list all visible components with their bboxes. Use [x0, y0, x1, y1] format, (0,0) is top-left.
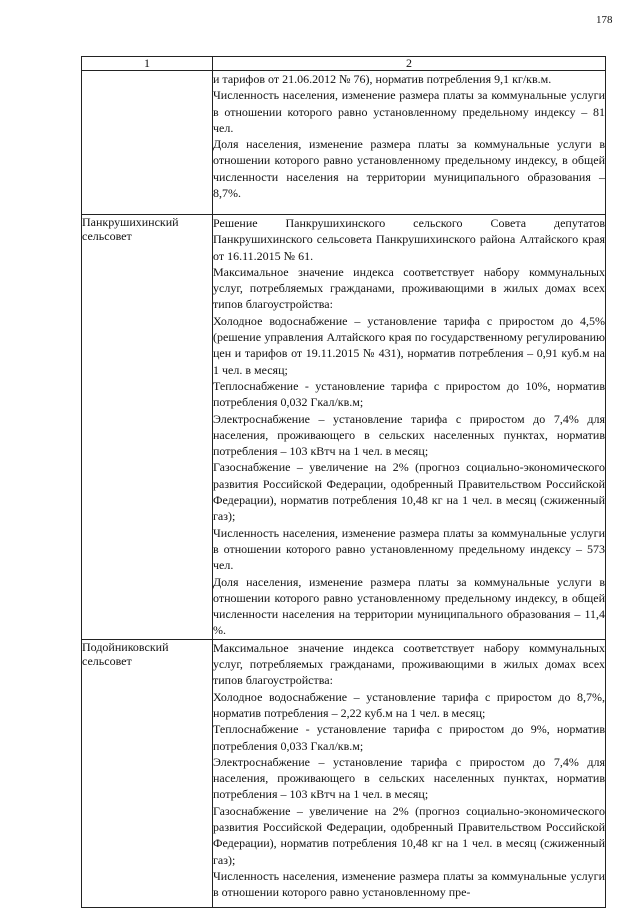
details-paragraph: Холодное водоснабжение – установление тарифа с приростом до 8,7%, норматив потребления – 2,22 куб.м на 1 чел. в месяц; [213, 689, 605, 720]
details-paragraph: Электроснабжение – установление тарифа с приростом до 7,4% для населения, проживающего в сельских населенных пунктах, норматив потребления – 103 кВтч на 1 чел. в месяц; [213, 411, 605, 459]
details-paragraph: Максимальное значение индекса соответствует набору коммунальных услуг, потребляемых гражданами, проживающими в жилых домах всех типов благоустройства: [213, 640, 605, 688]
details-paragraph: Численность населения, изменение размера платы за коммунальные услуги в отношении которого равно установленному пре- [213, 868, 605, 900]
column-header-2: 2 [213, 57, 606, 71]
municipality-name-line: сельсовет [82, 229, 132, 243]
municipality-cell [82, 215, 213, 640]
municipality-cell [82, 71, 213, 215]
municipality-name-line: Панкрушихинский [82, 215, 179, 229]
table-row [82, 215, 606, 640]
column-header-1: 1 [82, 57, 213, 71]
details-cell [213, 639, 606, 907]
details-paragraph: и тарифов от 21.06.2012 № 76), норматив потребления 9,1 кг/кв.м. [213, 72, 552, 86]
table-header-row [82, 57, 606, 71]
details-paragraph: Газоснабжение – увеличение на 2% (прогноз социально-экономического развития Российской Федерации, одобренный Правительством Российской Федерации), норматив потребления 10,48 кг на 1 чел. в месяц (сжиженный газ); [213, 803, 605, 867]
details-paragraph: Численность населения, изменение размера платы за коммунальные услуги в отношении которого равно установленному предельному индексу – 81 чел. [213, 88, 605, 135]
municipality-name-line: сельсовет [82, 653, 132, 668]
details-paragraph: Доля населения, изменение размера платы за коммунальные услуги в отношении которого равно установленному предельному индексу, в общей численности населения на территории муниципального образования – 11,4 %. [213, 574, 605, 638]
municipality-name-line: Подойниковский [82, 639, 169, 654]
details-paragraph: Теплоснабжение - установление тарифа с приростом до 10%, норматив потребления 0,032 Гкал/кв.м; [213, 378, 605, 410]
details-paragraph: Теплоснабжение - установление тарифа с приростом до 9%, норматив потребления 0,033 Гкал/кв.м; [213, 722, 605, 753]
document-table [81, 56, 606, 908]
table-row [82, 639, 606, 907]
details-paragraph: Решение Панкрушихинского сельского Совета депутатов Панкрушихинского сельсовета Панкрушихинского района Алтайского края от 16.11.2015 № 61. [213, 216, 605, 263]
details-paragraph: Численность населения, изменение размера платы за коммунальные услуги в отношении которого равно установленному предельному индексу – 573 чел. [213, 525, 605, 573]
details-paragraph: Доля населения, изменение размера платы за коммунальные услуги в отношении которого равно установленному предельному индексу, в общей численности населения на территории муниципального образования – 8,7%. [213, 137, 605, 201]
page-number: 178 [596, 14, 613, 26]
details-paragraph: Холодное водоснабжение – установление тарифа с приростом до 4,5% (решение управления Алтайского края по государственному регулированию цен и тарифов от 19.11.2015 № 431), норматив потребления – 0,91 куб.м на 1 чел. в месяц; [213, 313, 605, 377]
details-paragraph: Газоснабжение – увеличение на 2% (прогноз социально-экономического развития Российской Федерации, одобренный Правительством Российской Федерации), норматив потребления 10,48 кг на 1 чел. в месяц (сжиженный газ); [213, 460, 605, 524]
details-paragraph: Максимальное значение индекса соответствует набору коммунальных услуг, потребляемых гражданами, проживающими в жилых домах всех типов благоустройства: [213, 264, 605, 312]
details-cell [213, 71, 606, 215]
table-row [82, 71, 606, 215]
details-paragraph: Электроснабжение – установление тарифа с приростом до 7,4% для населения, проживающего в сельских населенных пунктах, норматив потребления – 103 кВтч на 1 чел. в месяц; [213, 754, 605, 802]
municipality-cell [82, 639, 213, 907]
details-cell [213, 215, 606, 640]
